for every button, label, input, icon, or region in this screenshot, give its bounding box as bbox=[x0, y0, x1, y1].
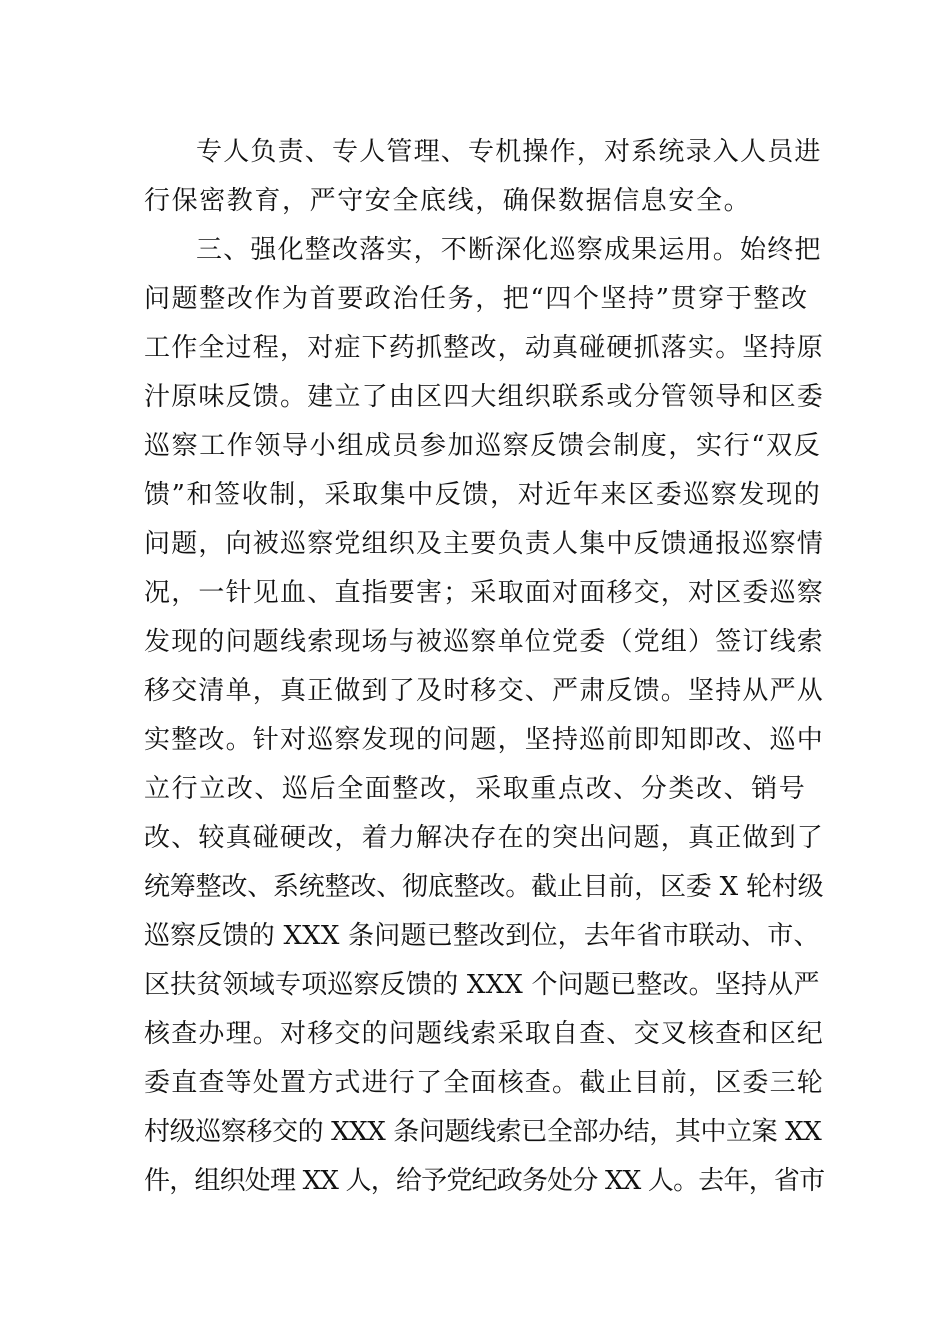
paragraph-line: 移交清单，真正做到了及时移交、严肃反馈。坚持从严从 bbox=[144, 676, 825, 706]
paragraph-line: 三、强化整改落实，不断深化巡察成果运用。始终把 bbox=[196, 235, 822, 265]
paragraph-line: 发现的问题线索现场与被巡察单位党委（党组）签订线索 bbox=[144, 627, 825, 657]
paragraph-line: 工作全过程，对症下药抓整改，动真碰硬抓落实。坚持原 bbox=[144, 333, 825, 363]
paragraph-line: 委直查等处置方式进行了全面核查。截止目前，区委三轮 bbox=[144, 1068, 825, 1098]
paragraph-line: 汁原味反馈。建立了由区四大组织联系或分管领导和区委 bbox=[144, 382, 825, 412]
paragraph-line: 实整改。针对巡察发现的问题，坚持巡前即知即改、巡中 bbox=[144, 725, 825, 755]
paragraph-line: 专人负责、专人管理、专机操作，对系统录入人员进 bbox=[196, 137, 822, 167]
paragraph-line: 巡察反馈的 XXX 条问题已整改到位，去年省市联动、市、 bbox=[144, 921, 820, 951]
paragraph-line: 行保密教育，严守安全底线，确保数据信息安全。 bbox=[144, 186, 752, 216]
paragraph-line: 问题，向被巡察党组织及主要负责人集中反馈通报巡察情 bbox=[144, 529, 825, 559]
paragraph-line: 立行立改、巡后全面整改，采取重点改、分类改、销号 bbox=[144, 774, 807, 804]
paragraph-line: 问题整改作为首要政治任务，把“四个坚持”贯穿于整改 bbox=[144, 284, 809, 314]
paragraph-line: 馈”和签收制，采取集中反馈，对近年来区委巡察发现的 bbox=[144, 480, 822, 510]
paragraph-line: 统筹整改、系统整改、彻底整改。截止目前，区委 X 轮村级 bbox=[144, 872, 824, 902]
paragraph-line: 区扶贫领域专项巡察反馈的 XXX 个问题已整改。坚持从严 bbox=[144, 970, 820, 1000]
paragraph-line: 巡察工作领导小组成员参加巡察反馈会制度，实行“双反 bbox=[144, 431, 822, 461]
paragraph-line: 村级巡察移交的 XXX 条问题线索已全部办结，其中立案 XX bbox=[144, 1117, 822, 1147]
paragraph-line: 件，组织处理 XX 人，给予党纪政务处分 XX 人。去年，省市 bbox=[144, 1166, 825, 1196]
paragraph-line: 改、较真碰硬改，着力解决存在的突出问题，真正做到了 bbox=[144, 823, 825, 853]
paragraph-line: 核查办理。对移交的问题线索采取自查、交叉核查和区纪 bbox=[144, 1019, 825, 1049]
paragraph-line: 况，一针见血、直指要害；采取面对面移交，对区委巡察 bbox=[144, 578, 825, 608]
